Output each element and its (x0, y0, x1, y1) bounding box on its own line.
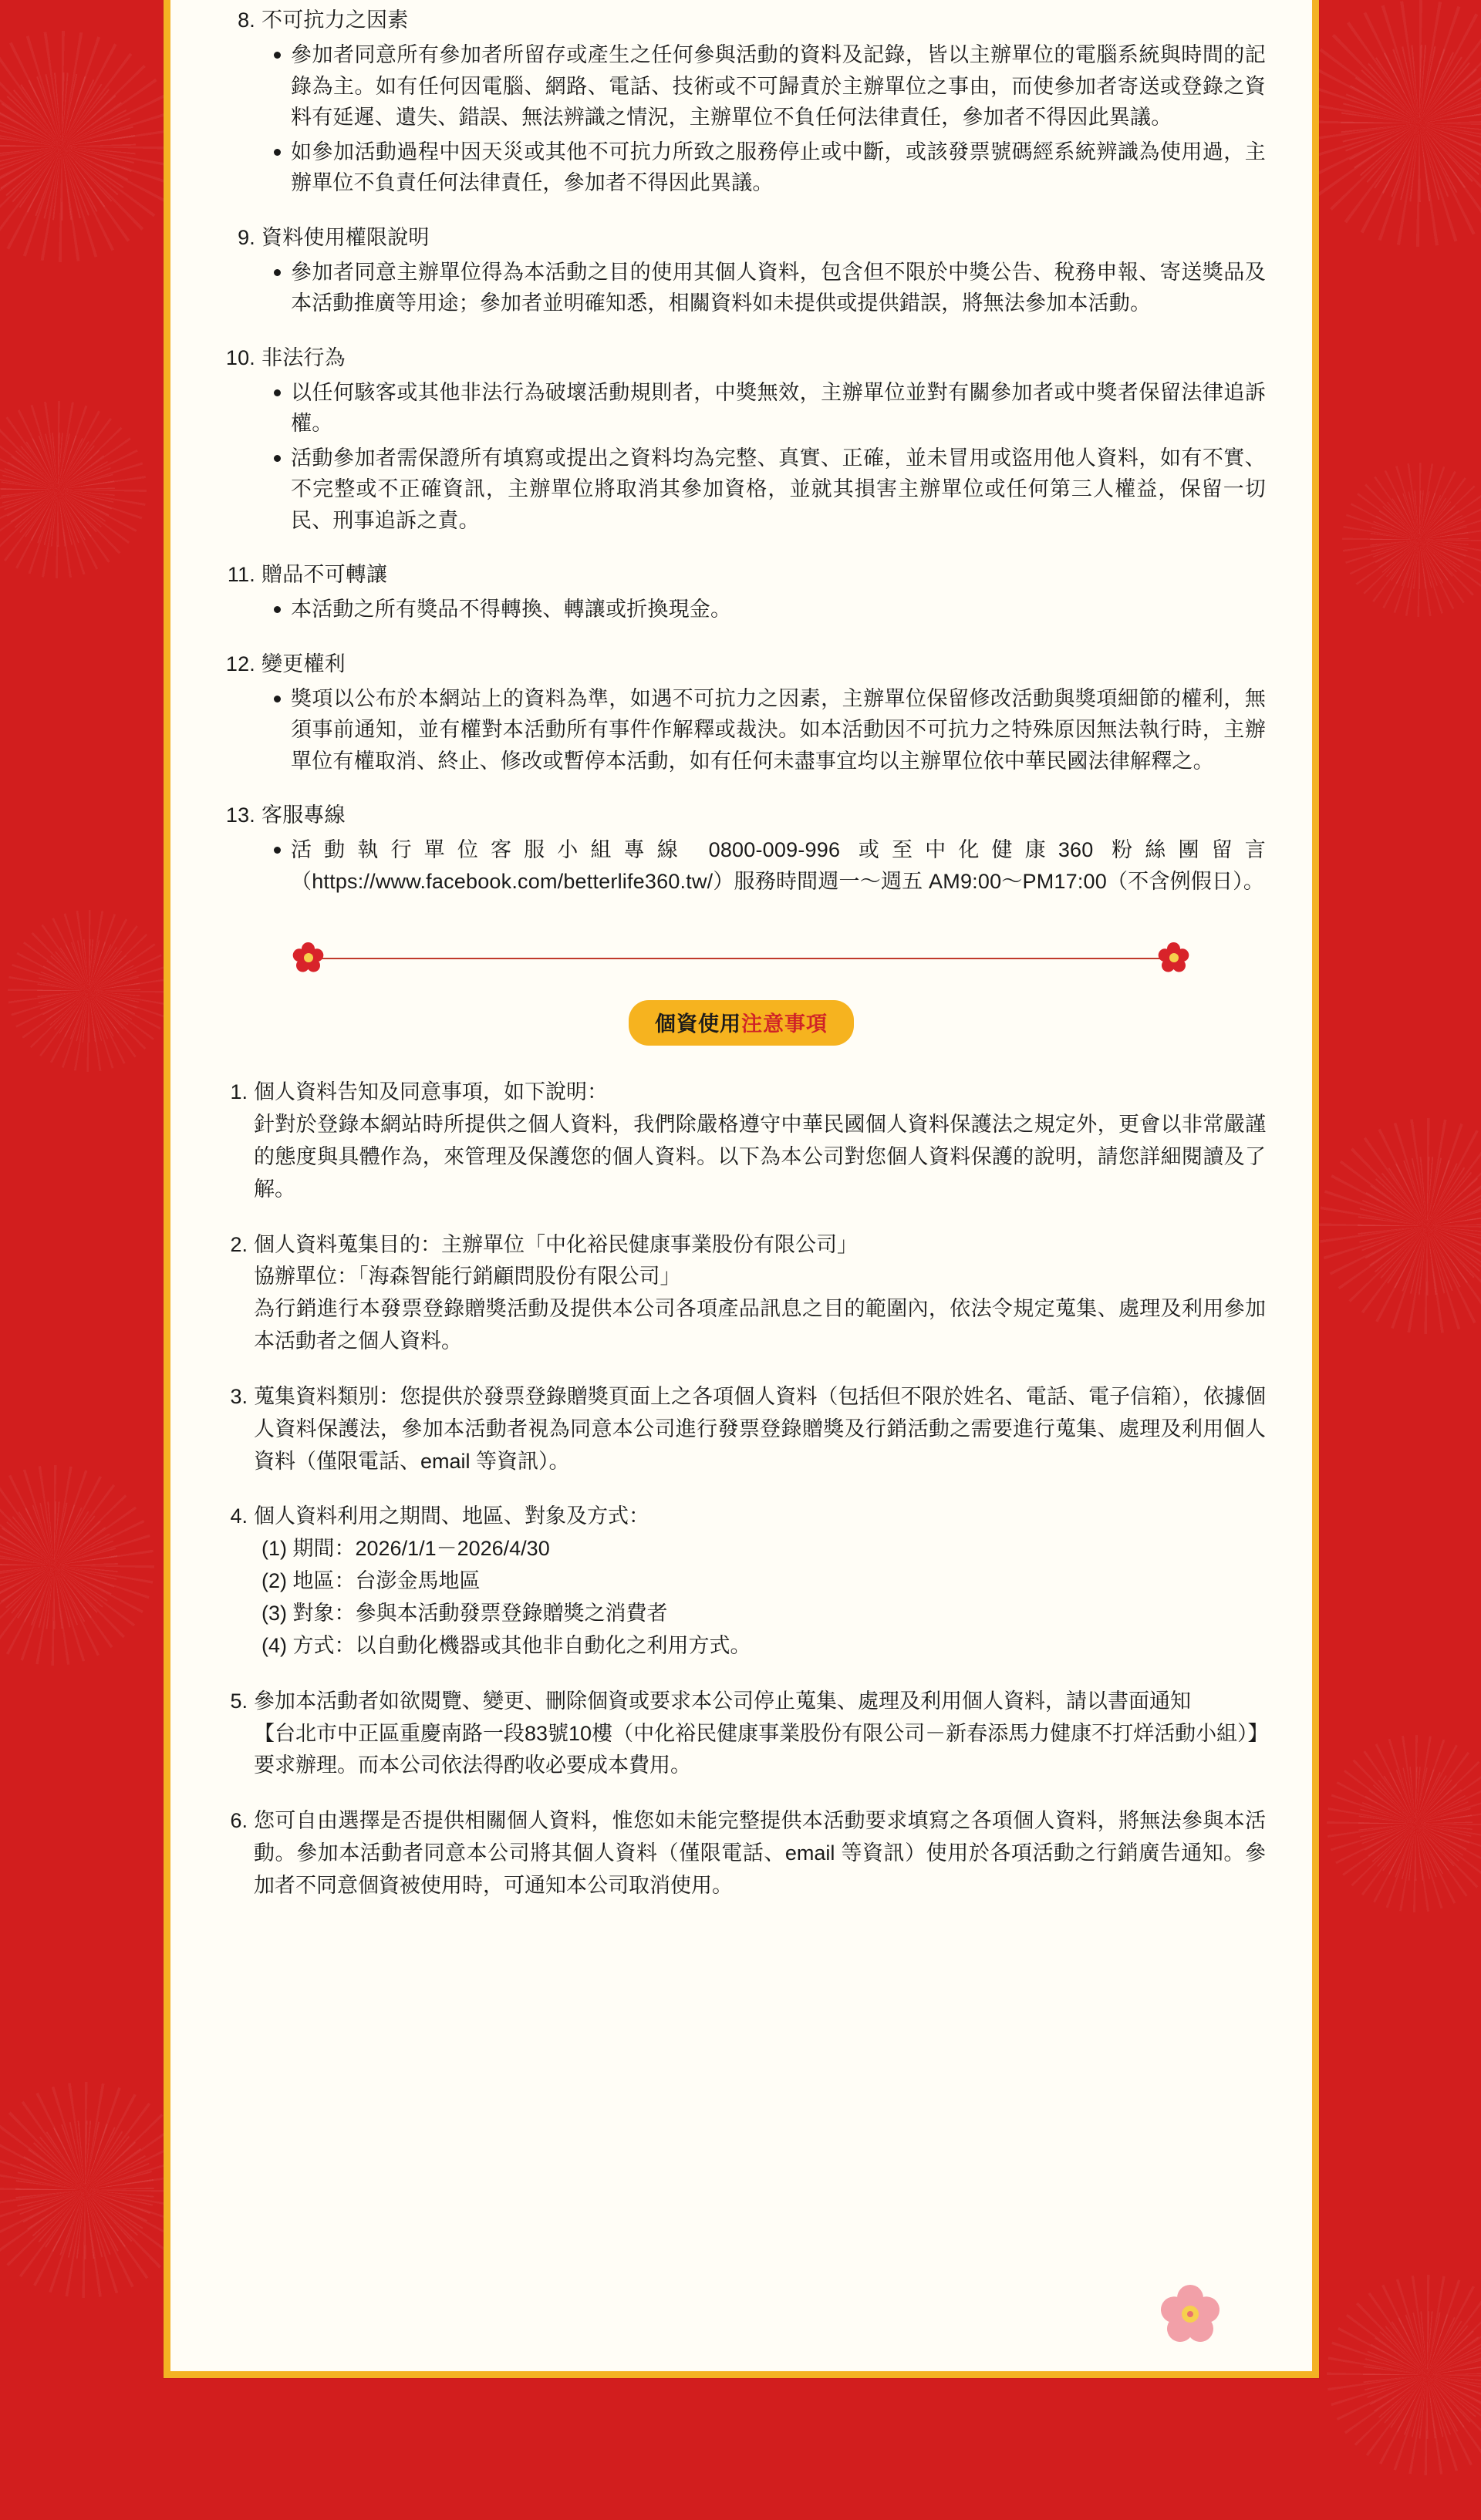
terms-bullet: 活動參加者需保證所有填寫或提出之資料均為完整、真實、正確，並未冒用或盜用他人資料，如有不實、不完整或不正確資訊，主辦單位將取消其參加資格，並就其損害主辦單位或任何第三人權益，保留一切民、刑事追訴之責。 (271, 443, 1266, 537)
privacy-item (217, 1686, 1269, 1783)
privacy-section (217, 1076, 1269, 1902)
privacy-line: 【台北市中正區重慶南路一段83號10樓（中化裕民健康事業股份有限公司－新春添馬力健康不打烊活動小組）】 (254, 1721, 1269, 1745)
terms-bullet: 以任何駭客或其他非法行為破壞活動規則者，中獎無效，主辦單位並對有關參加者或中獎者保留法律追訴權。 (271, 377, 1266, 440)
terms-item (217, 342, 1266, 540)
terms-item-number: 9. (238, 225, 255, 249)
privacy-line: 個人資料蒐集目的：主辦單位「中化裕民健康事業股份有限公司」 (254, 1232, 858, 1256)
section-divider (217, 935, 1266, 982)
firework-burst-decor (8, 910, 170, 1072)
privacy-line: 蒐集資料類別：您提供於發票登錄贈獎頁面上之各項個人資料（包括但不限於姓名、電話、電子信箱），依據個人資料保護法，參加本活動者視為同意本公司進行發票登錄贈獎及行銷活動之需要進行蒐集、處理及利用個人資料（僅限電話、email 等資訊）。 (254, 1384, 1266, 1473)
terms-section (217, 5, 1266, 900)
terms-item-title: 贈品不可轉讓 (261, 563, 388, 587)
privacy-item (217, 1381, 1266, 1478)
privacy-item (217, 1501, 1266, 1662)
privacy-heading-prefix: 個資使用 (655, 1012, 741, 1036)
privacy-item-number: 6. (230, 1809, 248, 1833)
privacy-subline: (3) 對象：參與本活動發票登錄贈獎之消費者 (261, 1602, 668, 1625)
terms-bullet: 參加者同意主辦單位得為本活動之目的使用其個人資料，包含但不限於中獎公告、稅務申報、寄送獎品及本活動推廣等用途；參加者並明確知悉，相關資料如未提供或提供錯誤，將無法參加本活動。 (271, 257, 1266, 319)
terms-page-card (164, 0, 1319, 2378)
privacy-line: 參加本活動者如欲閱覽、變更、刪除個資或要求本公司停止蒐集、處理及利用個人資料，請以書面通知 (254, 1689, 1191, 1713)
privacy-line: 協辦單位：「海森智能行銷顧問股份有限公司」 (254, 1265, 681, 1289)
plum-blossom-decor-icon (1159, 2283, 1221, 2345)
terms-item-title: 不可抗力之因素 (261, 8, 409, 32)
terms-item-number: 12. (225, 652, 255, 675)
terms-bullet-list (261, 594, 1266, 625)
firework-burst-decor (0, 401, 147, 578)
privacy-heading-wrap (217, 1000, 1266, 1046)
firework-burst-decor (0, 31, 177, 262)
firework-burst-decor (1342, 463, 1481, 617)
terms-item (217, 222, 1266, 322)
privacy-heading-pill (629, 1000, 854, 1046)
terms-bullet-contact: 活動執行單位客服小組專線 0800-009-996 或至中化健康360 粉絲團留言（https://www.facebook.com/betterlife360.tw/）服務時間週一～週五 AM9:00～PM17:00（不含例假日）。 (271, 834, 1266, 897)
terms-bullet: 獎項以公布於本網站上的資料為準，如遇不可抗力之因素，主辦單位保留修改活動與獎項細節的權利，無須事前通知，並有權對本活動所有事件作解釋或裁決。如本活動因不可抗力之特殊原因無法執行時，主辦單位有權取消、終止、修改或暫停本活動，如有任何未盡事宜均以主辦單位依中華民國法律解釋之。 (271, 683, 1266, 777)
privacy-subline: (1) 期間：2026/1/1－2026/4/30 (261, 1537, 550, 1561)
terms-bullet-list (261, 834, 1266, 897)
terms-item-number: 10. (225, 345, 255, 369)
terms-item (217, 5, 1266, 202)
privacy-item (217, 1229, 1266, 1358)
privacy-item-number: 3. (230, 1384, 248, 1408)
plum-blossom-icon (292, 942, 325, 974)
terms-item-number: 8. (238, 8, 255, 32)
privacy-item-number: 5. (230, 1689, 248, 1713)
firework-burst-decor (0, 1465, 154, 1666)
privacy-line: 個人資料告知及同意事項，如下說明： (254, 1080, 608, 1104)
privacy-item-number: 1. (230, 1080, 248, 1104)
firework-burst-decor (1296, 0, 1481, 247)
firework-burst-decor (1319, 1118, 1481, 1334)
terms-item (217, 800, 1266, 900)
privacy-line: 要求辦理。而本公司依法得酌收必要成本費用。 (254, 1754, 691, 1777)
firework-burst-decor (1327, 1735, 1481, 1912)
terms-item-title: 資料使用權限說明 (261, 225, 430, 249)
privacy-heading-suffix: 注意事項 (741, 1012, 828, 1036)
privacy-item (217, 1805, 1266, 1902)
firework-burst-decor (1327, 2275, 1481, 2475)
divider-line (309, 958, 1173, 959)
privacy-item-number: 2. (230, 1232, 248, 1256)
terms-item-number: 11. (227, 563, 255, 587)
privacy-line: 個人資料利用之期間、地區、對象及方式： (254, 1504, 649, 1528)
privacy-subline: (4) 方式：以自動化機器或其他非自動化之利用方式。 (261, 1633, 751, 1657)
terms-bullet-list (261, 683, 1266, 777)
terms-item-number: 13. (225, 804, 255, 827)
privacy-line: 針對於登錄本網站時所提供之個人資料，我們除嚴格遵守中華民國個人資料保護法之規定外，更會以非常嚴謹的態度與具體作為，來管理及保護您的個人資料。以下為本公司對您個人資料保護的說明，請您詳細閱讀及了解。 (254, 1113, 1266, 1201)
terms-bullet: 參加者同意所有參加者所留存或產生之任何參與活動的資料及記錄，皆以主辦單位的電腦系統與時間的記錄為主。如有任何因電腦、網路、電話、技術或不可歸責於主辦單位之事由，而使參加者寄送或登錄之資料有延遲、遺失、錯誤、無法辨識之情況，主辦單位不負任何法律責任，參加者不得因此異議。 (271, 39, 1266, 133)
privacy-item (217, 1076, 1266, 1205)
terms-item-title: 非法行為 (261, 345, 346, 369)
terms-bullet-list (261, 39, 1266, 199)
terms-item-title: 變更權利 (261, 652, 346, 675)
privacy-subline: (2) 地區：台澎金馬地區 (261, 1569, 481, 1593)
terms-bullet-list (261, 257, 1266, 319)
terms-bullet: 本活動之所有獎品不得轉換、轉讓或折換現金。 (271, 594, 1266, 625)
terms-bullet: 如參加活動過程中因天災或其他不可抗力所致之服務停止或中斷，或該發票號碼經系統辨識為使用過，主辦單位不負責任何法律責任，參加者不得因此異議。 (271, 136, 1266, 199)
privacy-item-number: 4. (230, 1504, 248, 1528)
terms-bullet-list (261, 377, 1266, 537)
privacy-line: 為行銷進行本發票登錄贈獎活動及提供本公司各項產品訊息之目的範圍內，依法令規定蒐集、處理及利用參加本活動者之個人資料。 (254, 1297, 1266, 1353)
terms-item (217, 559, 1266, 628)
privacy-line: 您可自由選擇是否提供相關個人資料，惟您如未能完整提供本活動要求填寫之各項個人資料，將無法參與本活動。參加本活動者同意本公司將其個人資料（僅限電話、email 等資訊）使用於各項活動之行銷廣告通知。參加者不同意個資被使用時，可通知本公司取消使用。 (254, 1809, 1266, 1897)
terms-item-title: 客服專線 (261, 804, 346, 827)
terms-item (217, 649, 1266, 780)
plum-blossom-icon (1158, 942, 1190, 974)
